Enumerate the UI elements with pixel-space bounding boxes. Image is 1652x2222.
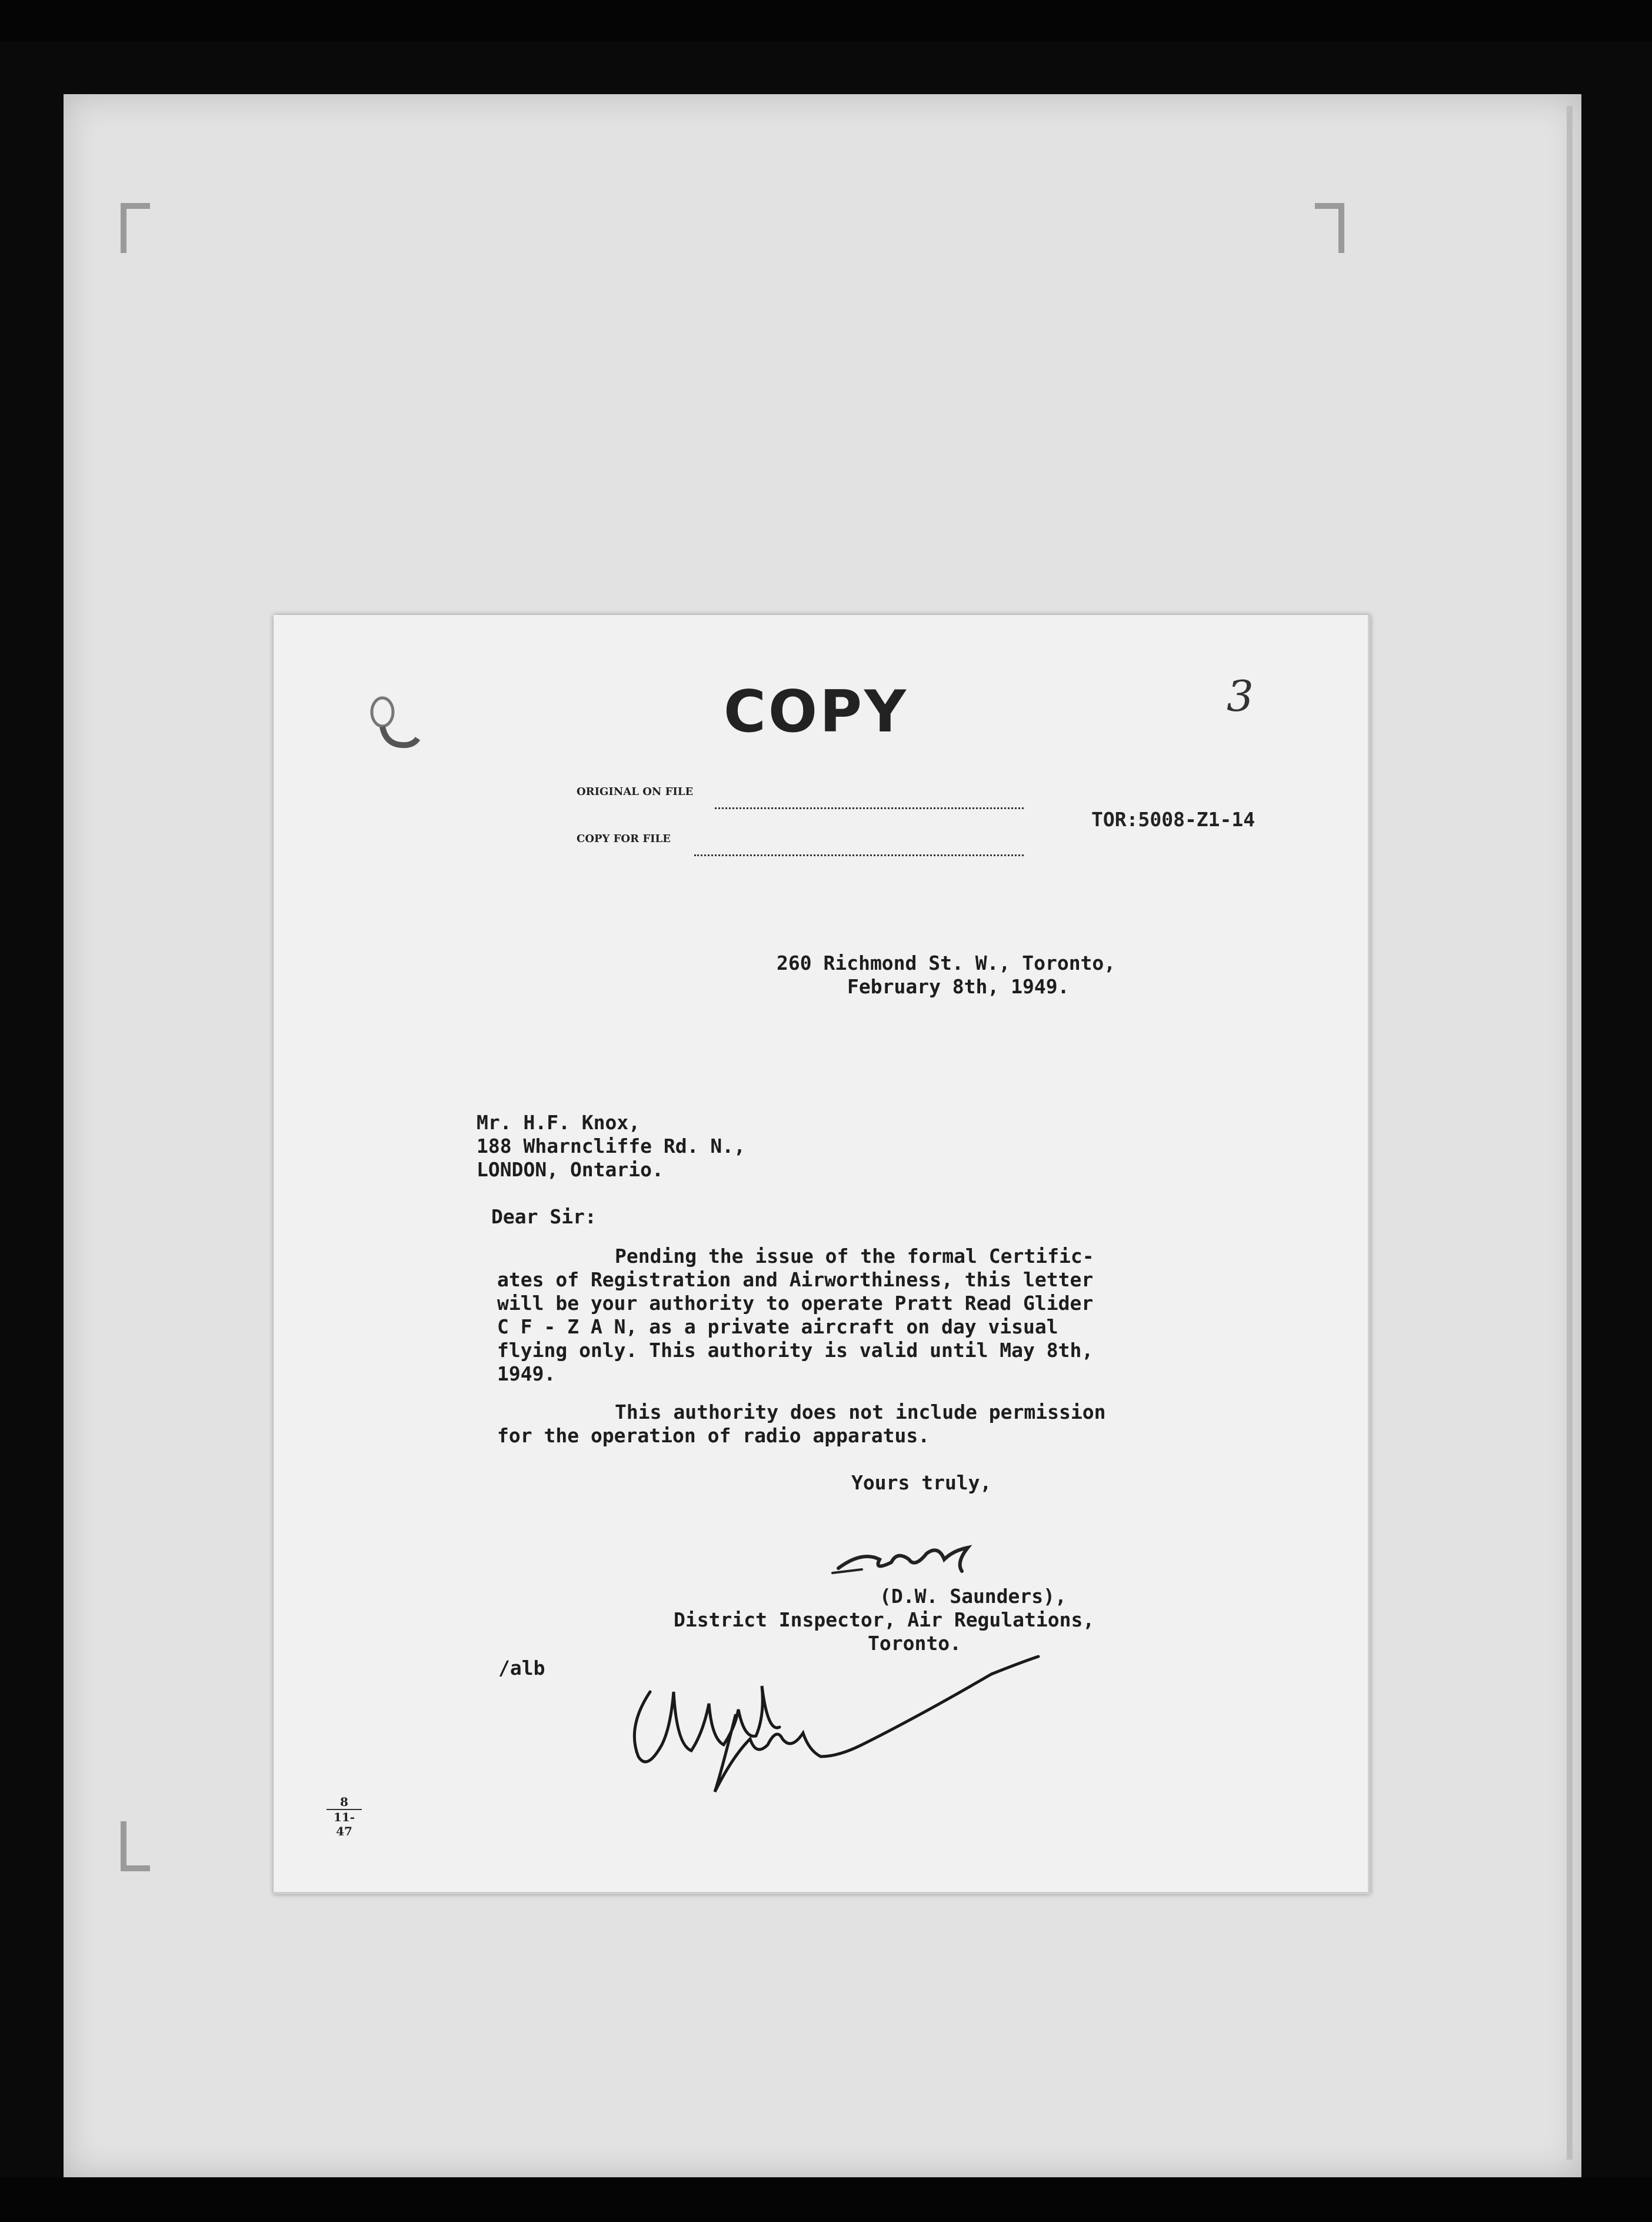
scan-border-bottom (0, 2177, 1652, 2222)
body-paragraph-2-line: for the operation of radio apparatus. (497, 1424, 930, 1447)
body-paragraph-1-line: flying only. This authority is valid until May 8th, (497, 1339, 1094, 1362)
signature-saunders (827, 1527, 1003, 1586)
body-paragraph-1-line: will be your authority to operate Pratt Read Glider (497, 1292, 1094, 1315)
sender-address-line-1: 260 Richmond St. W., Toronto, (777, 952, 1116, 974)
closing: Yours truly, (851, 1471, 992, 1494)
original-on-file-line (577, 786, 1024, 809)
scan-border-top (0, 0, 1652, 41)
copy-for-file-line (577, 833, 1024, 856)
file-reference: TOR:5008-Z1-14 (1091, 808, 1255, 831)
body-paragraph-1-line: ates of Registration and Airworthiness, this letter (497, 1268, 1094, 1291)
handwritten-annotation (615, 1639, 1062, 1809)
crop-mark-top-right (1315, 203, 1344, 253)
recipient-street: 188 Wharncliffe Rd. N., (477, 1135, 745, 1157)
signatory-city: Toronto. (868, 1632, 961, 1655)
letter-page (274, 615, 1370, 1894)
copy-stamp-title: COPY (723, 678, 909, 746)
signatory-name: (D.W. Saunders), (880, 1585, 1067, 1608)
salutation: Dear Sir: (491, 1205, 597, 1228)
body-paragraph-1-line: C F - Z A N, as a private aircraft on day visual (497, 1315, 1058, 1338)
body-paragraph-1-line: 1949. (497, 1362, 556, 1385)
page-number: 3 (1227, 671, 1254, 721)
signatory-title: District Inspector, Air Regulations, (674, 1608, 1095, 1631)
form-code (327, 1795, 362, 1838)
punch-hole-mark (362, 691, 427, 756)
copy-for-file-label: COPY FOR FILE (577, 833, 671, 845)
mount-edge (1567, 106, 1573, 2160)
original-on-file-label: ORIGINAL ON FILE (577, 786, 694, 798)
form-code-top: 8 (327, 1795, 362, 1810)
crop-mark-bottom-left (121, 1821, 150, 1871)
body-paragraph-1-line: Pending the issue of the formal Certific- (615, 1245, 1094, 1268)
form-code-bottom: 11-47 (333, 1810, 355, 1838)
recipient-name: Mr. H.F. Knox, (477, 1111, 641, 1134)
recipient-city: LONDON, Ontario. (477, 1158, 664, 1181)
body-paragraph-2-line: This authority does not include permission (615, 1401, 1106, 1423)
typist-initials: /alb (498, 1656, 545, 1679)
letter-date: February 8th, 1949. (847, 975, 1070, 998)
crop-mark-top-left (121, 203, 150, 253)
